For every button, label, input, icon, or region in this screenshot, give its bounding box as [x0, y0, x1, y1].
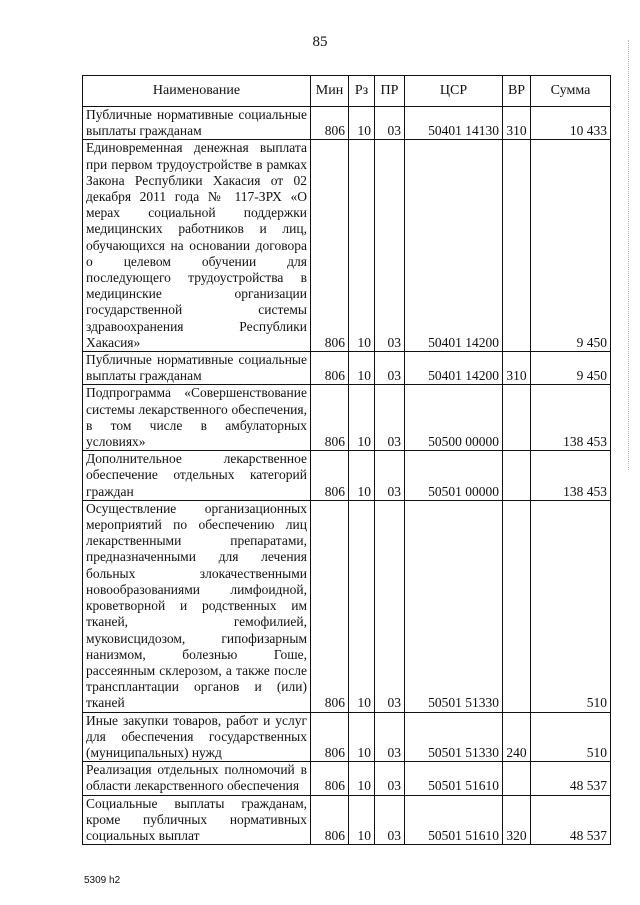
- row-vr: 310: [503, 352, 531, 385]
- row-min: 806: [311, 500, 349, 712]
- row-rz: 10: [349, 107, 375, 140]
- budget-table: [82, 75, 611, 845]
- row-name: Осуществление организационных мероприятий по обеспечению лиц лекарственными препаратами, предназначенными для лечения больных злокачественными новообразованиями лимфоидной, кроветворной и родственных им тканей, гемофилией, муковисцидозом, гипофизарным нанизмом, болезнью Гоше, рассеянным склерозом, а также после трансплантации органов и (или) тканей: [83, 500, 311, 712]
- row-pr: 03: [375, 140, 405, 352]
- row-csr: 50500 00000: [405, 385, 503, 451]
- page-number: 85: [312, 34, 328, 50]
- table-header-row: [83, 76, 611, 107]
- row-sum: 138 453: [531, 385, 611, 451]
- row-pr: 03: [375, 352, 405, 385]
- row-sum: 510: [531, 500, 611, 712]
- row-csr: 50501 51330: [405, 712, 503, 762]
- row-rz: 10: [349, 762, 375, 795]
- table-row: [83, 500, 611, 712]
- edge-scan-marks: [628, 40, 632, 470]
- row-vr: [503, 762, 531, 795]
- row-name: Публичные нормативные социальные выплаты гражданам: [83, 107, 311, 140]
- table-row: [83, 762, 611, 795]
- row-min: 806: [311, 795, 349, 845]
- row-name: Единовременная денежная выплата при первом трудоустройстве в рамках Закона Республики Хакасия от 02 декабря 2011 года № 117-ЗРХ «О мерах социальной поддержки медицинских работников и лиц, обучающихся на основании договора о целевом обучении для последующего трудоустройства в медицинские организации государственной системы здравоохранения Республики Хакасия»: [83, 140, 311, 352]
- row-csr: 50401 14200: [405, 352, 503, 385]
- row-csr: 50501 51330: [405, 500, 503, 712]
- row-name: Публичные нормативные социальные выплаты гражданам: [83, 352, 311, 385]
- table-row: [83, 795, 611, 845]
- table-row: [83, 140, 611, 352]
- row-sum: 9 450: [531, 352, 611, 385]
- row-pr: 03: [375, 385, 405, 451]
- row-name: Подпрограмма «Совершенствование системы лекарственного обеспечения, в том числе в амбулаторных условиях»: [83, 385, 311, 451]
- header-rz: Рз: [349, 76, 375, 107]
- row-vr: [503, 385, 531, 451]
- row-min: 806: [311, 385, 349, 451]
- row-pr: 03: [375, 795, 405, 845]
- table-row: [83, 451, 611, 501]
- row-min: 806: [311, 107, 349, 140]
- row-csr: 50501 51610: [405, 795, 503, 845]
- table-row: [83, 107, 611, 140]
- row-vr: 320: [503, 795, 531, 845]
- row-rz: 10: [349, 385, 375, 451]
- row-min: 806: [311, 451, 349, 501]
- row-sum: 510: [531, 712, 611, 762]
- row-sum: 138 453: [531, 451, 611, 501]
- row-csr: 50501 00000: [405, 451, 503, 501]
- row-vr: [503, 451, 531, 501]
- row-vr: 240: [503, 712, 531, 762]
- row-vr: [503, 140, 531, 352]
- row-sum: 9 450: [531, 140, 611, 352]
- row-csr: 50401 14200: [405, 140, 503, 352]
- row-rz: 10: [349, 451, 375, 501]
- row-csr: 50401 14130: [405, 107, 503, 140]
- header-vr: ВР: [503, 76, 531, 107]
- row-pr: 03: [375, 712, 405, 762]
- row-sum: 10 433: [531, 107, 611, 140]
- header-sum: Сумма: [531, 76, 611, 107]
- table-row: [83, 385, 611, 451]
- row-sum: 48 537: [531, 795, 611, 845]
- row-vr: 310: [503, 107, 531, 140]
- row-rz: 10: [349, 500, 375, 712]
- header-pr: ПР: [375, 76, 405, 107]
- row-pr: 03: [375, 451, 405, 501]
- row-pr: 03: [375, 500, 405, 712]
- header-csr: ЦСР: [405, 76, 503, 107]
- row-name: Реализация отдельных полномочий в области лекарственного обеспечения: [83, 762, 311, 795]
- row-rz: 10: [349, 712, 375, 762]
- row-name: Социальные выплаты гражданам, кроме публичных нормативных социальных выплат: [83, 795, 311, 845]
- table-row: [83, 352, 611, 385]
- row-vr: [503, 500, 531, 712]
- row-name: Дополнительное лекарственное обеспечение отдельных категорий граждан: [83, 451, 311, 501]
- row-csr: 50501 51610: [405, 762, 503, 795]
- table-row: [83, 712, 611, 762]
- row-pr: 03: [375, 107, 405, 140]
- row-min: 806: [311, 352, 349, 385]
- footer-code: 5309 h2: [84, 875, 121, 886]
- header-name: Наименование: [83, 76, 311, 107]
- header-min: Мин: [311, 76, 349, 107]
- row-name: Иные закупки товаров, работ и услуг для обеспечения государственных (муниципальных) нужд: [83, 712, 311, 762]
- row-pr: 03: [375, 762, 405, 795]
- row-rz: 10: [349, 795, 375, 845]
- row-sum: 48 537: [531, 762, 611, 795]
- row-rz: 10: [349, 140, 375, 352]
- row-min: 806: [311, 140, 349, 352]
- row-min: 806: [311, 712, 349, 762]
- row-rz: 10: [349, 352, 375, 385]
- row-min: 806: [311, 762, 349, 795]
